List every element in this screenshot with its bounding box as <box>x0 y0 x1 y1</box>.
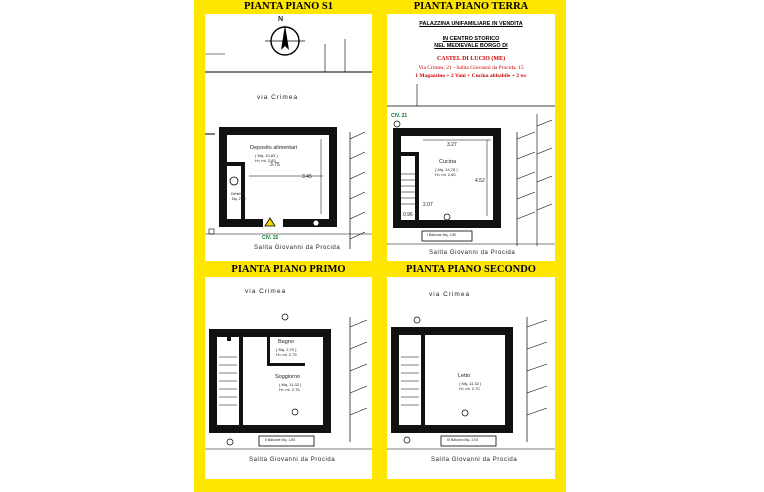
room-height: H= ml. 2,70 <box>459 386 480 391</box>
balcony-label: III Balcone Mq. 2,04 <box>447 438 479 442</box>
sale-info-line: IN CENTRO STORICO <box>442 36 500 42</box>
room-area: ( Mq. 11,32 ) <box>459 381 482 386</box>
room-height: H= ml. 2,75 <box>279 387 300 392</box>
room-area: ( Mq. 2,70 ) <box>276 347 297 352</box>
floorplan-sheet <box>194 0 566 492</box>
sale-info-line: NEL MEDIEVALE BORGO DI <box>434 43 508 49</box>
panel-title: PIANTA PIANO TERRA <box>413 1 529 12</box>
panel-piano-primo <box>205 264 372 479</box>
panel-piano-s1 <box>205 1 372 261</box>
panel-piano-terra <box>387 1 555 261</box>
room-height: H= ml. 2,75 <box>276 352 297 357</box>
dimension-width: 3.75 <box>270 162 280 168</box>
room-area: ( Mq. 14,78 ) <box>435 167 458 172</box>
room-height: H= ml. 2,60 <box>435 172 456 177</box>
room-name: Dehtrivai <box>231 192 245 196</box>
dimension-height: 3.45 <box>302 174 312 180</box>
dimension-right: 4.52 <box>475 178 485 184</box>
terra-floorplan-drawing <box>387 14 555 261</box>
panel-title: PIANTA PIANO S1 <box>243 1 334 12</box>
panel-piano-secondo <box>387 264 555 479</box>
secondo-floorplan-drawing <box>387 277 555 479</box>
balcony-label: II Balcone Mq. 1,80 <box>265 438 296 442</box>
room-area: ( Mq. 10,83 ) <box>255 153 278 158</box>
panel-title: PIANTA PIANO SECONDO <box>406 264 536 275</box>
room-area: Mq. 2,59 <box>232 197 246 201</box>
dimension-top: 3.27 <box>447 142 457 148</box>
street-label-bottom: Salita Giovanni da Procida <box>429 250 516 256</box>
street-label-top: via Crimea <box>429 291 471 298</box>
north-label: N <box>278 16 284 23</box>
balcony-label: I Balcone Mq. 1,80 <box>427 233 457 237</box>
sale-info-line: 1 Magazzino + 2 Vani + Cucina abitabile + 2 wc <box>415 73 527 79</box>
street-label-bottom: Salita Giovanni da Procida <box>431 457 518 463</box>
sale-info-line: CASTEL DI LUCIO (ME) <box>436 56 506 62</box>
s1-floorplan-drawing <box>205 14 372 261</box>
room-height: H= ml. 2,83 <box>255 158 276 163</box>
sale-info-line: PALAZZINA UNIFAMILIARE IN VENDITA <box>419 21 523 27</box>
room-name: Deposito alimentari <box>250 145 298 151</box>
room-area: ( Mq. 11,32 ) <box>279 382 302 387</box>
sale-info-line: Via Crimea, 21 - Salita Giovanni da Procida, 15 <box>418 65 524 71</box>
room-name: Cucina <box>439 159 457 165</box>
room-name: Letto <box>458 373 471 379</box>
room-name: Soggiorno <box>275 374 301 380</box>
dimension-small: 0.96 <box>403 212 413 218</box>
street-label-top: via Crimea <box>245 288 287 295</box>
street-label-bottom: Salita Giovanni da Procida <box>249 457 336 463</box>
civic-number-label: CIV. 21 <box>391 113 408 119</box>
room-name: Bagno <box>278 339 294 345</box>
panel-title: PIANTA PIANO PRIMO <box>231 264 346 275</box>
civic-number-label: CIV. 15 <box>262 235 279 241</box>
street-label-top: via Crimea <box>257 94 299 101</box>
dimension-stair: 2.07 <box>423 202 433 208</box>
street-label-bottom: Salita Giovanni da Procida <box>254 245 341 251</box>
